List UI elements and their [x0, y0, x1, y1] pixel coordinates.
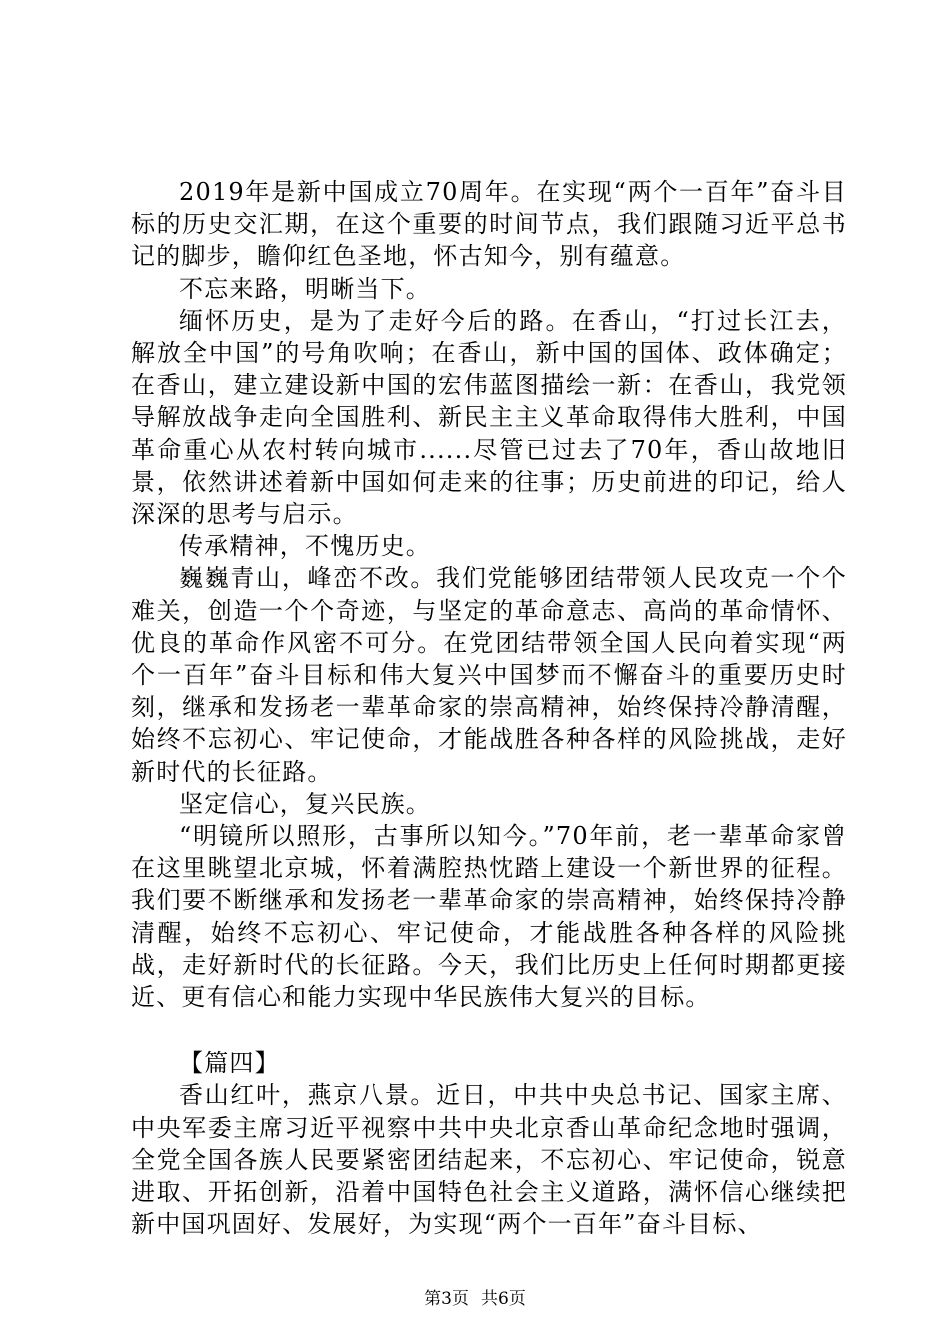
paragraph-confidence: “明镜所以照形，古事所以知今。”70年前，老一辈革命家曾在这里眺望北京城，怀着满腔热忱踏上建设一个新世界的征程。我们要不断继承和发扬老一辈革命家的崇高精神，始终保持冷静清醒，始终不忘初心、牢记使命，才能战胜各种各样的风险挑战，走好新时代的长征路。今天，我们比历史上任何时期都更接近、更有信心和能力实现中华民族伟大复兴的目标。 [131, 822, 847, 1012]
paragraph-section-four: 香山红叶，燕京八景。近日，中共中央总书记、国家主席、中央军委主席习近平视察中共中央北京香山革命纪念地时强调，全党全国各族人民要紧密团结起来，不忘初心、牢记使命，锐意进取、开拓创新，沿着中国特色社会主义道路，满怀信心继续把新中国巩固好、发展好，为实现“两个一百年”奋斗目标、 [131, 1081, 847, 1239]
section-heading: 【篇四】 [179, 1049, 280, 1078]
document-body [131, 176, 847, 1241]
page-total: 共6页 [481, 1289, 526, 1309]
subheading-remember-path: 不忘来路，明晰当下。 [179, 274, 431, 303]
subheading-confidence: 坚定信心，复兴民族。 [179, 789, 431, 818]
paragraph-history: 缅怀历史，是为了走好今后的路。在香山，“打过长江去，解放全中国”的号角吹响；在香山，新中国的国体、政体确定；在香山，建立建设新中国的宏伟蓝图描绘一新：在香山，我党领导解放战争走向全国胜利、新民主主义革命取得伟大胜利，中国革命重心从农村转向城市......尽管已过去了70年，香山故地旧景，依然讲述着新中国如何走来的往事；历史前进的印记，给人深深的思考与启示。 [131, 306, 847, 529]
subheading-inherit-spirit: 传承精神，不愧历史。 [179, 532, 431, 561]
page-number: 第3页 [424, 1289, 469, 1309]
page-footer [0, 1288, 950, 1310]
paragraph-intro: 2019年是新中国成立70周年。在实现“两个一百年”奋斗目标的历史交汇期，在这个重要的时间节点，我们跟随习近平总书记的脚步，瞻仰红色圣地，怀古知今，别有蕴意。 [131, 178, 847, 271]
paragraph-spirit: 巍巍青山，峰峦不改。我们党能够团结带领人民攻克一个个难关，创造一个个奇迹，与坚定的革命意志、高尚的革命情怀、优良的革命作风密不可分。在党团结带领全国人民向着实现“两个一百年”奋斗目标和伟大复兴中国梦而不懈奋斗的重要历史时刻，继承和发扬老一辈革命家的崇高精神，始终保持冷静清醒，始终不忘初心、牢记使命，才能战胜各种各样的风险挑战，走好新时代的长征路。 [131, 564, 847, 786]
section-gap [131, 1013, 847, 1047]
